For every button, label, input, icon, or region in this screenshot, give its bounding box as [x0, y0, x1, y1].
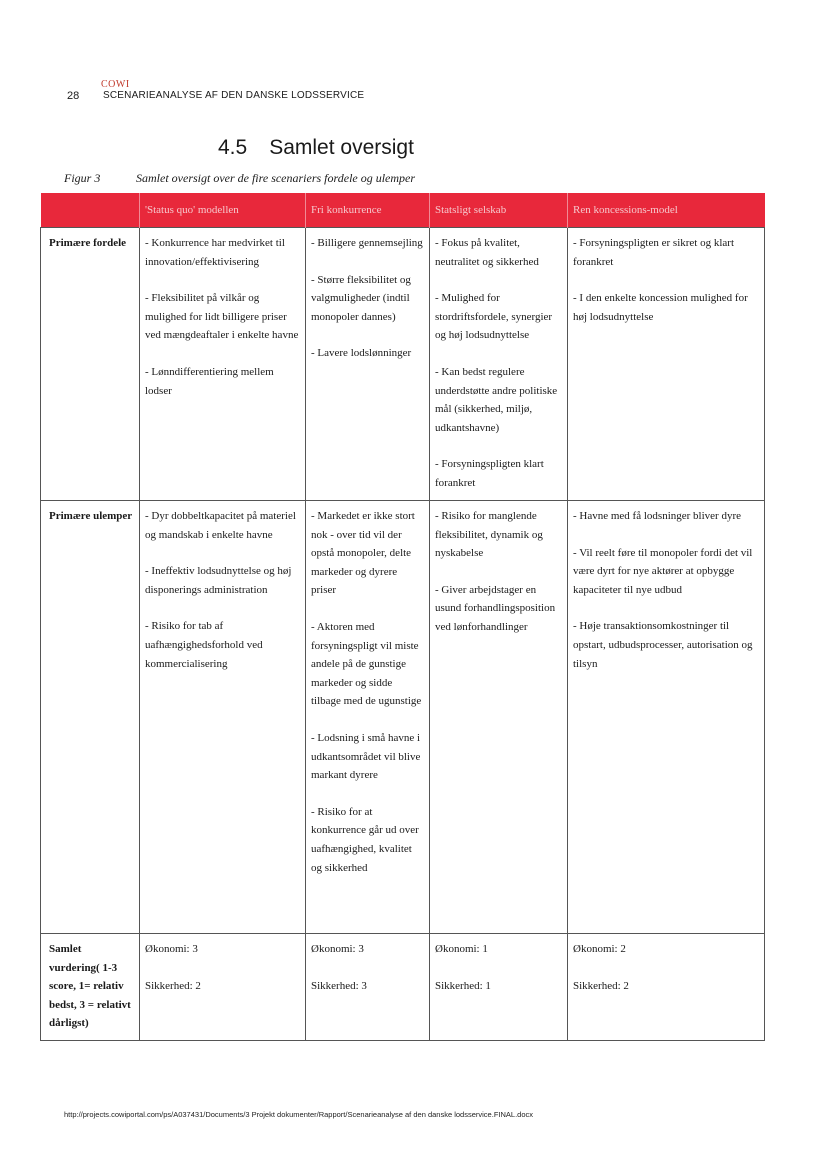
- cell-paragraph: - Dyr dobbeltkapacitet på materiel og mandskab i enkelte havne: [145, 510, 296, 541]
- cell-paragraph: - Risiko for manglende fleksibilitet, dynamik og nyskabelse: [435, 510, 543, 560]
- cell-paragraph: - Forsyningspligten er sikret og klart forankret: [573, 237, 735, 268]
- section-heading: [218, 136, 414, 160]
- figure-caption: Samlet oversigt over de fire scenariers fordele og ulemper: [136, 171, 416, 185]
- cell-paragraph: - Markedet er ikke stort nok - over tid vil der opstå monopoler, delte markeder og dyrere priser: [311, 510, 415, 597]
- cell-paragraph: - Forsyningspligten klart forankret: [435, 458, 544, 489]
- score-safety: Sikkerhed: 2: [145, 979, 201, 992]
- score-economy: Økonomi: 2: [573, 943, 626, 955]
- column-header: Ren koncessions-model: [568, 193, 765, 228]
- cell-paragraph: - Havne med få lodsninger bliver dyre: [573, 510, 741, 522]
- cell-paragraph: - Giver arbejdstager en usund forhandlingsposition ved lønforhandlinger: [435, 583, 556, 633]
- cell-paragraph: - I den enkelte koncession mulighed for høj lodsudnyttelse: [573, 292, 748, 323]
- cowi-logo: COWI: [101, 79, 130, 90]
- row-label: Primære ulemper: [41, 501, 140, 934]
- row-label: Samlet vurdering( 1-3 score, 1= relativ bedst, 3 = relativt dårligst): [41, 934, 140, 1041]
- score-economy: Økonomi: 1: [435, 943, 488, 955]
- table-cell: [140, 501, 306, 934]
- table-cell: [306, 501, 430, 934]
- cell-paragraph: - Større fleksibilitet og valgmuligheder (indtil monopoler dannes): [311, 273, 411, 323]
- page-number: 28: [67, 90, 80, 102]
- table-cell: [430, 228, 568, 501]
- table-cell: [140, 228, 306, 501]
- section-number: 4.5: [218, 136, 248, 159]
- running-title: SCENARIEANALYSE AF DEN DANSKE LODSSERVICE: [103, 90, 365, 101]
- cell-paragraph: - Vil reelt føre til monopoler fordi det vil være dyrt for nye aktører at opbygge kapaciteter til nye udbud: [573, 546, 753, 596]
- score-safety: Sikkerhed: 2: [573, 979, 629, 992]
- comparison-table: [40, 193, 765, 1041]
- table-cell: [306, 934, 430, 1041]
- section-title: Samlet oversigt: [269, 136, 414, 159]
- table-header-row: [41, 193, 765, 228]
- cell-paragraph: - Risiko for tab af uafhængighedsforhold ved kommercialisering: [145, 620, 263, 670]
- row-label: Primære fordele: [41, 228, 140, 501]
- table-cell: [306, 228, 430, 501]
- cell-paragraph: - Konkurrence har medvirket til innovation/effektivisering: [145, 237, 285, 268]
- figure-label: Figur 3: [64, 171, 101, 185]
- footer-path: http://projects.cowiportal.com/ps/A037431/Documents/3 Projekt dokumenter/Rapport/Scenarieanalyse af den danske lodsservice.FINAL.docx: [64, 1110, 533, 1119]
- table-cell: [568, 501, 765, 934]
- table-cell: [430, 501, 568, 934]
- cell-paragraph: - Fleksibilitet på vilkår og mulighed for lidt billigere priser ved mængdeaftaler i enkelte havne: [145, 292, 299, 342]
- cell-paragraph: - Ineffektiv lodsudnyttelse og høj disponerings administration: [145, 565, 292, 596]
- table-row: [41, 228, 765, 501]
- cell-paragraph: - Lodsning i små havne i udkantsområdet vil blive markant dyrere: [311, 731, 421, 782]
- table-row: [41, 934, 765, 1041]
- table-cell: [568, 228, 765, 501]
- score-economy: Økonomi: 3: [311, 943, 364, 955]
- cell-paragraph: - Aktoren med forsyningspligt vil miste andele på de gunstige markeder og sidde tilbage med de ugunstige: [311, 620, 422, 708]
- cell-paragraph: - Billigere gennemsejling: [311, 237, 423, 249]
- score-safety: Sikkerhed: 3: [311, 979, 367, 992]
- score-safety: Sikkerhed: 1: [435, 979, 491, 992]
- column-header: Statsligt selskab: [430, 193, 568, 228]
- cell-paragraph: - Fokus på kvalitet, neutralitet og sikkerhed: [435, 237, 539, 268]
- cell-paragraph: - Kan bedst regulere underdstøtte andre politiske mål (sikkerhed, miljø, udkantshavne): [435, 365, 558, 434]
- column-header: Fri konkurrence: [306, 193, 430, 228]
- cell-paragraph: - Mulighed for stordriftsfordele, synergier og høj lodsudnyttelse: [435, 292, 553, 342]
- cell-paragraph: - Lønndifferentiering mellem lodser: [145, 365, 274, 397]
- table-cell: [568, 934, 765, 1041]
- table-cell: [140, 934, 306, 1041]
- cell-paragraph: - Høje transaktionsomkostninger til opstart, udbudsprocesser, autorisation og tilsyn: [573, 620, 753, 670]
- column-header: 'Status quo' modellen: [140, 193, 306, 228]
- cell-paragraph: - Risiko for at konkurrence går ud over uafhængighed, kvalitet og sikkerhed: [311, 805, 419, 874]
- column-header: [41, 193, 140, 228]
- table-row: [41, 501, 765, 934]
- table-cell: [430, 934, 568, 1041]
- cell-paragraph: - Lavere lodslønninger: [311, 347, 412, 360]
- score-economy: Økonomi: 3: [145, 943, 198, 955]
